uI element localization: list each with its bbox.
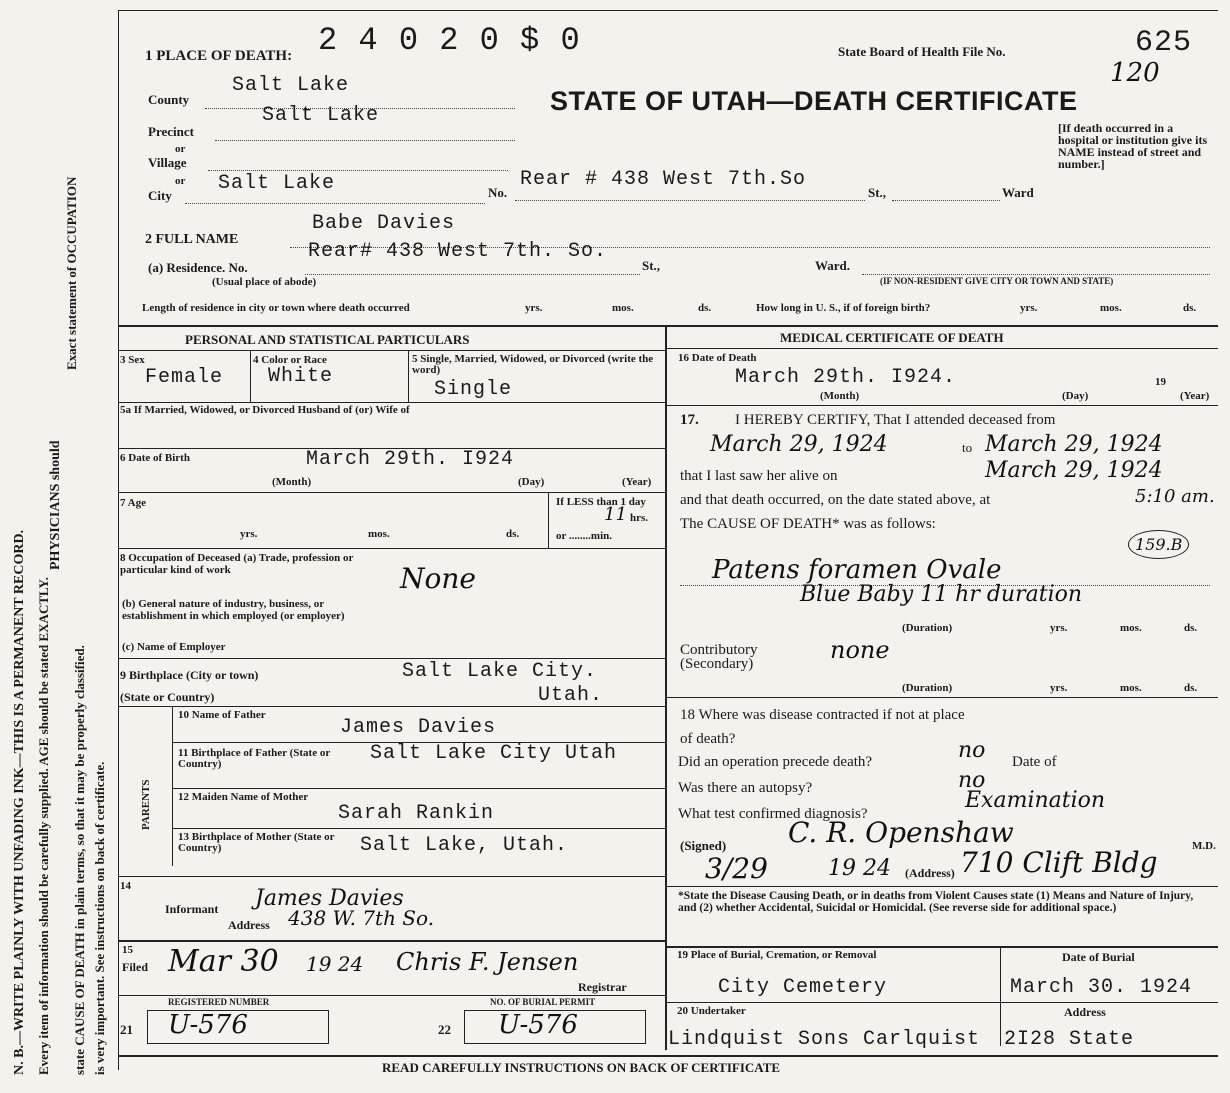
birthplace-city: Salt Lake City. (402, 660, 598, 683)
undertaker-label: 20 Undertaker (677, 1005, 746, 1017)
how-long-yrs: yrs. (1020, 302, 1038, 314)
precinct-line (215, 140, 515, 141)
age-divider (548, 492, 549, 548)
father-bp-line (172, 788, 665, 789)
length-mos: mos. (612, 302, 634, 314)
signed-address-label: (Address) (905, 866, 955, 880)
hrs-label: hrs. (630, 512, 649, 524)
mother-value: Sarah Rankin (338, 802, 495, 825)
spouse-label: 5a If Married, Widowed, or Divorced Husband of (or) Wife of (120, 404, 410, 416)
cause-duration: (Duration) (902, 622, 953, 634)
burial-permit-value: U-576 (498, 1010, 578, 1040)
dob-label: 6 Date of Birth (120, 452, 190, 464)
signed-label: (Signed) (680, 838, 727, 853)
file-number-2: 120 (1110, 58, 1160, 88)
informant-address-label: Address (228, 918, 270, 932)
residence-value: Rear# 438 West 7th. So. (308, 240, 608, 263)
death-day-caption: (Day) (1062, 390, 1089, 402)
mother-label: 12 Maiden Name of Mother (178, 791, 309, 803)
contrib-mos: mos. (1120, 682, 1142, 694)
footnote: *State the Disease Causing Death, or in deaths from Violent Causes state (1) Means and Nature of Injury, and (2) whether Accidental, Suicidal or Homicidal. (See reverse side for additional space.) (678, 890, 1194, 914)
informant-value: James Davies (255, 886, 404, 911)
sex-divider (250, 350, 251, 402)
side-text-3: state CAUSE OF DEATH in plain terms, so that it may be properly classified. (72, 645, 87, 1075)
burial-divider (1000, 946, 1001, 1046)
cause-1: Patens foramen Ovale (712, 555, 1002, 585)
father-label: 10 Name of Father (178, 709, 266, 721)
color-divider (408, 350, 409, 402)
sex-value: Female (145, 366, 224, 389)
cause-mos: mos. (1120, 622, 1142, 634)
ward-label: Ward (1002, 185, 1034, 200)
contributory-label: Contributory (Secondary) (680, 642, 758, 672)
death-month-caption: (Month) (820, 390, 860, 402)
full-name-label: 2 FULL NAME (145, 232, 239, 247)
personal-title: PERSONAL AND STATISTICAL PARTICULARS (185, 332, 470, 347)
row-line-7 (118, 876, 665, 877)
hospital-note: [If death occurred in a hospital or institution give its NAME instead of street and number.] (1058, 121, 1208, 171)
autopsy-value: no (958, 768, 986, 793)
mother-line (172, 828, 665, 829)
filed-no: 15 (122, 944, 133, 956)
address-value: Rear # 438 West 7th.So (520, 168, 807, 191)
if-less-label: If LESS than 1 day (556, 496, 646, 508)
date-of-death-value: March 29th. I924. (735, 366, 957, 389)
signed-date: 3/29 (705, 852, 768, 885)
medical-line-4 (665, 946, 1218, 948)
contrib-duration: (Duration) (902, 682, 953, 694)
burial-place-label: 19 Place of Burial, Cremation, or Removal (677, 949, 877, 961)
how-long-mos: mos. (1100, 302, 1122, 314)
registrar-signature: Chris F. Jensen (396, 948, 579, 976)
row-line-1 (118, 402, 665, 403)
from-date: March 29, 1924 (710, 432, 888, 457)
or-min: or ........min. (556, 530, 613, 542)
marital-label: 5 Single, Married, Widowed, or Divorced (write the word) (412, 353, 654, 376)
dob-day-caption: (Day) (518, 476, 545, 488)
employer-label: (c) Name of Employer (122, 641, 226, 653)
row-line-8 (118, 940, 665, 942)
how-long-label: How long in U. S., if of foreign birth? (756, 302, 931, 314)
row-line-6 (118, 706, 665, 707)
contrib-ds: ds. (1184, 682, 1198, 694)
row-line-3 (118, 492, 665, 493)
certificate-title: STATE OF UTAH—DEATH CERTIFICATE (550, 86, 1078, 116)
side-text-1: N. B.—WRITE PLAINLY WITH UNFADING INK—THIS IS A PERMANENT RECORD. (12, 529, 27, 1075)
residence-st-label: St., (642, 258, 661, 273)
city-value: Salt Lake (218, 172, 336, 195)
operation-value: no (958, 738, 986, 763)
color-label: 4 Color or Race (253, 354, 327, 366)
row-line-5 (118, 658, 665, 659)
village-label: Village (148, 155, 187, 170)
father-bp-value: Salt Lake City Utah (370, 742, 618, 765)
how-long-ds: ds. (1183, 302, 1197, 314)
side-text-2b: Exact statement of OCCUPATION (64, 176, 79, 370)
address-line (515, 200, 865, 201)
medical-line-3 (665, 886, 1218, 887)
color-value: White (268, 365, 334, 388)
industry-label: (b) General nature of industry, business, or establishment in which employed (or employer) (122, 598, 345, 622)
footer-line (118, 1055, 1218, 1057)
informant-no: 14 (120, 880, 131, 892)
death-year-caption: (Year) (1180, 390, 1210, 402)
county-value: Salt Lake (232, 74, 350, 97)
age-ds: ds. (506, 528, 520, 540)
reg-prefix: 21 (120, 1022, 133, 1037)
frame-left (118, 10, 119, 1070)
undertaker-address-label: Address (1064, 1005, 1106, 1019)
footer-text: READ CAREFULLY INSTRUCTIONS ON BACK OF CERTIFICATE (382, 1060, 781, 1075)
undertaker-value: Lindquist Sons Carlquist (668, 1028, 981, 1051)
age-label: 7 Age (120, 497, 146, 509)
place-of-death-label: 1 PLACE OF DEATH: (145, 48, 293, 64)
reg-number-label: REGISTERED NUMBER (168, 997, 270, 1007)
md-label: M.D. (1192, 840, 1216, 852)
certify-text: I HEREBY CERTIFY, That I attended deceased from (735, 412, 1056, 428)
dob-year-caption: (Year) (622, 476, 652, 488)
frame-top (118, 10, 1218, 11)
dob-month-caption: (Month) (272, 476, 312, 488)
or-2: or (175, 175, 186, 187)
side-text-1b: PHYSICIANS should (48, 440, 63, 570)
marital-value: Single (434, 378, 513, 401)
father-bp-label: 11 Birthplace of Father (State or Country) (178, 747, 331, 770)
birthplace-label: 9 Birthplace (City or town) (120, 668, 259, 682)
cert-no: 17. (680, 412, 699, 428)
to-date: March 29, 1924 (985, 432, 1163, 457)
last-saw-date: March 29, 1924 (985, 458, 1163, 483)
contrib-yrs: yrs. (1050, 682, 1068, 694)
county-label: County (148, 92, 190, 107)
occupation-value: None (400, 562, 476, 595)
registrar-label: Registrar (578, 980, 627, 994)
filed-label: Filed (122, 960, 148, 974)
filed-year: 19 24 (306, 952, 364, 976)
st-label: St., (868, 185, 887, 200)
contributory-value: none (830, 636, 890, 664)
autopsy-label: Was there an autopsy? (678, 780, 813, 796)
test-label: What test confirmed diagnosis? (678, 806, 868, 822)
occupation-label: 8 Occupation of Deceased (a) Trade, profession or particular kind of work (120, 552, 354, 576)
non-resident: (IF NON-RESIDENT GIVE CITY OR TOWN AND STATE) (880, 276, 1114, 286)
side-text-4: is very important. See instructions on back of certificate. (92, 761, 107, 1075)
mother-bp-label: 13 Birthplace of Mother (State or Country) (178, 831, 335, 854)
burial-prefix: 22 (438, 1022, 451, 1037)
father-value: James Davies (340, 716, 497, 739)
burial-date-label: Date of Burial (1062, 950, 1135, 964)
burial-date-value: March 30. 1924 (1010, 976, 1193, 999)
death-time: 5:10 am. (1135, 486, 1215, 507)
signed-value: C. R. Openshaw (788, 816, 1014, 849)
no-label: No. (488, 185, 508, 200)
ward-line (892, 200, 1000, 201)
date-of-death-label: 16 Date of Death (678, 352, 757, 364)
burial-place-value: City Cemetery (718, 976, 888, 999)
cause-ds: ds. (1184, 622, 1198, 634)
dob-value: March 29th. I924 (306, 448, 515, 471)
cause-code: 159.B (1128, 530, 1189, 559)
cause-2: Blue Baby 11 hr duration (800, 582, 1083, 607)
side-text-2: Every item of information should be carefully supplied. AGE should be stated EXACTLY. (36, 577, 51, 1075)
precinct-label: Precinct (148, 124, 194, 139)
residence-label: (a) Residence. No. (148, 260, 248, 275)
city-label: City (148, 188, 172, 203)
board-label: State Board of Health File No. (838, 44, 1006, 59)
row-line-4 (118, 548, 665, 549)
undertaker-address-value: 2I28 State (1004, 1028, 1135, 1051)
informant-address-value: 438 W. 7th So. (288, 906, 435, 930)
sex-label: 3 Sex (120, 354, 145, 366)
medical-title-line (665, 348, 1218, 349)
burial-permit-label: NO. OF BURIAL PERMIT (490, 997, 596, 1007)
mother-bp-value: Salt Lake, Utah. (360, 834, 569, 857)
hrs-value: 11 (604, 504, 627, 525)
signed-year: 19 24 (828, 856, 891, 881)
operation-label: Did an operation precede death? (678, 754, 873, 770)
length-yrs: yrs. (525, 302, 543, 314)
filed-value: Mar 30 (168, 944, 279, 979)
residence-ward-line (862, 274, 1210, 275)
length-label: Length of residence in city or town where death occurred (142, 302, 410, 314)
test-value: Examination (965, 788, 1106, 813)
usual-place: (Usual place of abode) (212, 276, 317, 288)
parents-label: PARENTS (140, 779, 152, 830)
parents-divider (172, 706, 173, 866)
medical-line-2 (665, 697, 1218, 698)
length-ds: ds. (698, 302, 712, 314)
age-mos: mos. (368, 528, 390, 540)
cause-yrs: yrs. (1050, 622, 1068, 634)
residence-ward-label: Ward. (815, 258, 851, 273)
birthplace-state: Utah. (538, 684, 604, 707)
column-divider (665, 325, 667, 1050)
last-saw-text: that I last saw her alive on (680, 468, 838, 484)
q18-label: 18 Where was disease contracted if not at place of death? (680, 707, 965, 747)
city-line (185, 203, 485, 204)
date-of-label: Date of (1012, 754, 1057, 770)
to-label: to (962, 440, 973, 455)
personal-title-line (118, 350, 665, 351)
medical-line-5 (665, 1002, 1218, 1003)
signed-address: 710 Clift Bldg (960, 846, 1158, 879)
row-line-9 (118, 995, 665, 996)
precinct-value: Salt Lake (262, 104, 380, 127)
full-name-value: Babe Davies (312, 212, 456, 235)
cause-label: The CAUSE OF DEATH* was as follows: (680, 516, 936, 532)
residence-line (305, 274, 640, 275)
or-1: or (175, 143, 186, 155)
age-yrs: yrs. (240, 528, 258, 540)
death-year-suffix: 19 (1155, 376, 1166, 388)
death-time-text: and that death occurred, on the date stated above, at (680, 492, 991, 508)
section-divider (118, 325, 1218, 327)
medical-title: MEDICAL CERTIFICATE OF DEATH (780, 330, 1004, 345)
medical-line-1 (665, 405, 1218, 406)
village-line (208, 170, 508, 171)
file-number: 625 (1135, 26, 1193, 60)
informant-label: Informant (165, 902, 219, 916)
stamped-number: 2 4 0 2 0 $ 0 (318, 22, 581, 59)
state-label: (State or Country) (120, 690, 215, 704)
reg-number-value: U-576 (168, 1010, 248, 1040)
